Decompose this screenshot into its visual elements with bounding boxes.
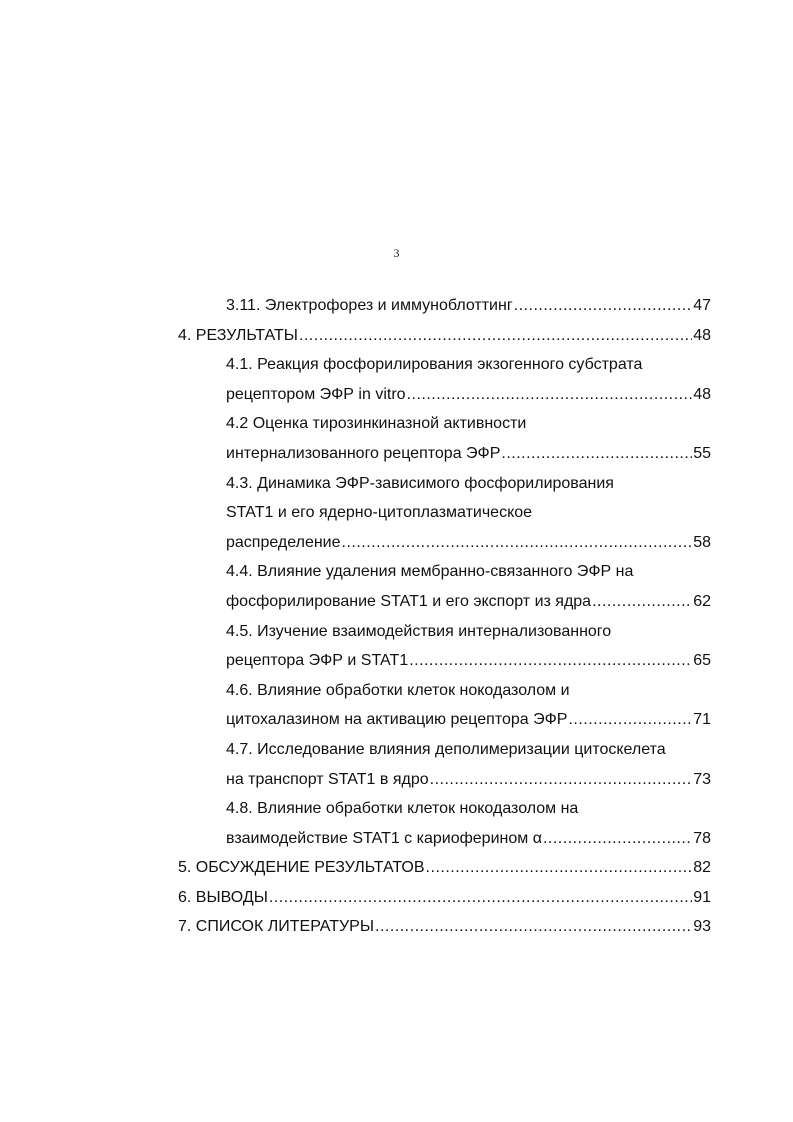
- toc-entry-title: цитохалазином на активацию рецептора ЭФР: [226, 711, 568, 729]
- toc-item: [178, 617, 711, 676]
- toc-leader-dots: [543, 824, 692, 854]
- table-of-contents: [178, 291, 711, 942]
- toc-leader-dots: [299, 321, 692, 351]
- toc-line: [178, 469, 711, 499]
- toc-leader-dots: [407, 380, 693, 410]
- toc-page-number: 47: [693, 297, 711, 314]
- toc-item: [178, 409, 711, 468]
- toc-line: [178, 646, 711, 676]
- toc-line: [178, 380, 711, 410]
- toc-item: [178, 794, 711, 853]
- toc-leader-dots: [430, 765, 693, 795]
- toc-line: [178, 439, 711, 469]
- toc-entry-title: фосфорилирование STAT1 и его экспорт из ядра: [226, 592, 592, 610]
- toc-leader-dots: [514, 291, 693, 321]
- toc-page-number: 78: [693, 829, 711, 847]
- toc-line: [178, 528, 711, 558]
- toc-page-number: 48: [693, 385, 711, 403]
- toc-entry-title: 4.3. Динамика ЭФР-зависимого фосфорилирования: [226, 474, 614, 492]
- toc-item: [178, 735, 711, 794]
- toc-leader-dots: [501, 439, 692, 469]
- toc-entry-title: рецептором ЭФР in vitro: [226, 385, 406, 403]
- toc-line: [178, 765, 711, 795]
- toc-line: [178, 912, 711, 942]
- toc-entry-title: распределение: [226, 533, 341, 551]
- toc-entry-title: 4.2 Оценка тирозинкиназной активности: [226, 415, 527, 433]
- toc-item: [178, 853, 711, 883]
- toc-leader-dots: [409, 646, 692, 676]
- toc-entry-title: 5. ОБСУЖДЕНИЕ РЕЗУЛЬТАТОВ: [178, 859, 425, 877]
- toc-page-number: 48: [693, 326, 711, 344]
- toc-item: [178, 912, 711, 942]
- toc-line: [178, 794, 711, 824]
- toc-leader-dots: [269, 883, 692, 913]
- toc-entry-title: 6. ВЫВОДЫ: [178, 888, 268, 906]
- toc-line: [178, 409, 711, 439]
- toc-page-number: 91: [693, 888, 711, 906]
- toc-leader-dots: [375, 912, 692, 942]
- toc-page-number: 62: [693, 592, 711, 610]
- page-number: 3: [393, 246, 400, 260]
- toc-line: [178, 853, 711, 883]
- toc-item: [178, 557, 711, 616]
- toc-entry-title: STAT1 и его ядерно-цитоплазматическое: [226, 504, 533, 522]
- toc-entry-title: 3.11. Электрофорез и иммуноблоттинг: [226, 297, 513, 314]
- toc-item: [178, 321, 711, 351]
- toc-entry-title: 4.1. Реакция фосфорилирования экзогенного субстрата: [226, 356, 643, 374]
- toc-item: [178, 350, 711, 409]
- toc-leader-dots: [568, 705, 692, 735]
- toc-line: [178, 587, 711, 617]
- toc-page-number: 73: [693, 770, 711, 788]
- toc-entry-title: 4. РЕЗУЛЬТАТЫ: [178, 326, 298, 344]
- toc-line: [178, 498, 711, 528]
- toc-page-number: 65: [693, 652, 711, 670]
- toc-page-number: 55: [693, 444, 711, 462]
- toc-entry-title: рецептора ЭФР и STAT1: [226, 652, 409, 670]
- toc-entry-title: 7. СПИСОК ЛИТЕРАТУРЫ: [178, 918, 374, 936]
- toc-line: [178, 883, 711, 913]
- toc-page-number: 71: [693, 711, 711, 729]
- toc-entry-title: 4.7. Исследование влияния деполимеризации цитоскелета: [226, 740, 666, 758]
- toc-line: [178, 824, 711, 854]
- toc-line: [178, 617, 711, 647]
- toc-item: [178, 676, 711, 735]
- toc-page-number: 93: [693, 918, 711, 936]
- toc-entry-title: интернализованного рецептора ЭФР: [226, 444, 501, 462]
- toc-item: [178, 469, 711, 558]
- toc-leader-dots: [426, 853, 693, 883]
- toc-item: [178, 883, 711, 913]
- toc-line: [178, 557, 711, 587]
- toc-page-number: 58: [693, 533, 711, 551]
- toc-entry-title: на транспорт STAT1 в ядро: [226, 770, 429, 788]
- toc-line: [178, 735, 711, 765]
- toc-entry-title: 4.4. Влияние удаления мембранно-связанного ЭФР на: [226, 563, 634, 581]
- toc-entry-title: взаимодействие STAT1 с кариоферином α: [226, 829, 542, 847]
- toc-line: [178, 676, 711, 706]
- toc-item: [178, 291, 711, 321]
- toc-line: [178, 321, 711, 351]
- toc-page-number: 82: [693, 859, 711, 877]
- toc-entry-title: 4.6. Влияние обработки клеток нокодазолом и: [226, 681, 570, 699]
- toc-leader-dots: [592, 587, 692, 617]
- toc-line: [178, 705, 711, 735]
- toc-leader-dots: [342, 528, 693, 558]
- toc-entry-title: 4.8. Влияние обработки клеток нокодазолом на: [226, 800, 579, 818]
- toc-entry-title: 4.5. Изучение взаимодействия интернализованного: [226, 622, 612, 640]
- toc-line: [178, 291, 711, 321]
- toc-line: [178, 350, 711, 380]
